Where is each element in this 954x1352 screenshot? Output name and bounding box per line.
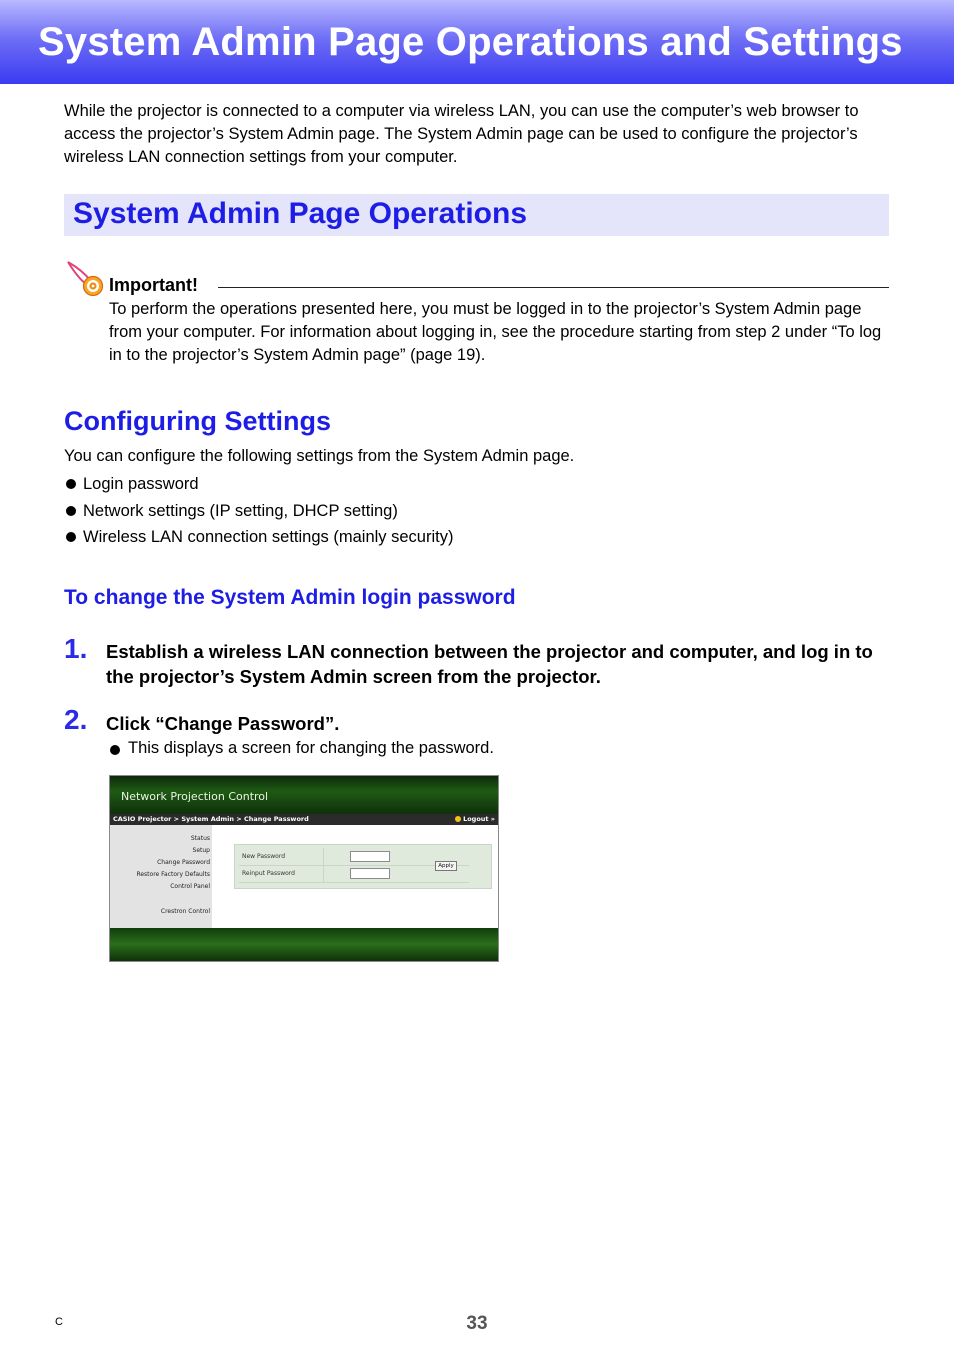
page-number: 33 [466,1313,488,1334]
bullet-icon [66,506,76,516]
step-1-text: Establish a wireless LAN connection between the projector and computer, and log in to the projector’s System Admin screen from the projector. [106,641,873,687]
list-item: Wireless LAN connection settings (mainly security) [64,526,453,553]
menu-item-change-password[interactable]: Change Password [157,859,210,866]
new-password-label: New Password [242,853,286,860]
password-form [234,844,492,889]
bullet-icon [66,532,76,542]
screenshot-content [212,825,498,928]
change-password-screenshot [109,775,499,962]
step-2-note: This displays a screen for changing the password. [109,739,494,758]
important-title: Important! [109,275,198,295]
apply-button[interactable]: Apply [435,861,457,871]
step-2-number: 2. [64,704,88,735]
important-divider [218,287,889,288]
intro-paragraph: While the projector is connected to a computer via wireless LAN, you can use the computer’s web browser to access the projector’s System Admin page. The System Admin page can be used to configure the projector’s wireless LAN connection settings from your computer. [64,102,859,166]
footer-corner-mark: C [55,1316,63,1328]
settings-list [64,473,453,553]
section-header [64,194,889,236]
screenshot-footer [110,928,498,962]
procedure-heading: To change the System Admin login password [64,586,516,609]
list-item: Network settings (IP setting, DHCP setting) [64,500,453,527]
menu-item-setup[interactable]: Setup [192,847,210,854]
step-2-text: Click “Change Password”. [106,713,340,734]
menu-item-control-panel[interactable]: Control Panel [170,883,210,890]
configuring-settings-text: You can configure the following settings from the System Admin page. [64,447,575,465]
screenshot-sidebar [110,825,212,928]
menu-item-status[interactable]: Status [190,835,210,842]
breadcrumb: CASIO Projector > System Admin > Change Password [113,815,309,823]
bullet-icon [66,479,76,489]
step-1-number: 1. [64,633,88,664]
menu-item-restore-defaults[interactable]: Restore Factory Defaults [136,871,210,878]
important-text: To perform the operations presented here, you must be logged in to the projector’s System Admin page from your computer. For information about logging in, see the procedure starting from step 2 under “To log in to the projector’s System Admin page” (page 19). [109,300,882,364]
column-divider [323,848,324,865]
title-banner [0,0,954,84]
menu-item-crestron-control[interactable]: Crestron Control [160,908,210,915]
logout-icon [455,816,461,822]
screenshot-title: Network Projection Control [121,790,269,803]
list-item: Login password [64,473,453,500]
important-target-icon [64,258,106,298]
logout-link[interactable]: Logout » [455,815,495,823]
reinput-password-input[interactable] [350,868,390,879]
reinput-password-label: Reinput Password [242,870,295,877]
new-password-input[interactable] [350,851,390,862]
page-title: System Admin Page Operations and Settings [38,20,903,64]
column-divider [323,865,324,882]
section-title: System Admin Page Operations [73,197,528,230]
screenshot-header [110,776,498,814]
screenshot-breadcrumb-bar [110,814,498,825]
configuring-settings-heading: Configuring Settings [64,406,331,436]
bullet-icon [110,745,120,755]
